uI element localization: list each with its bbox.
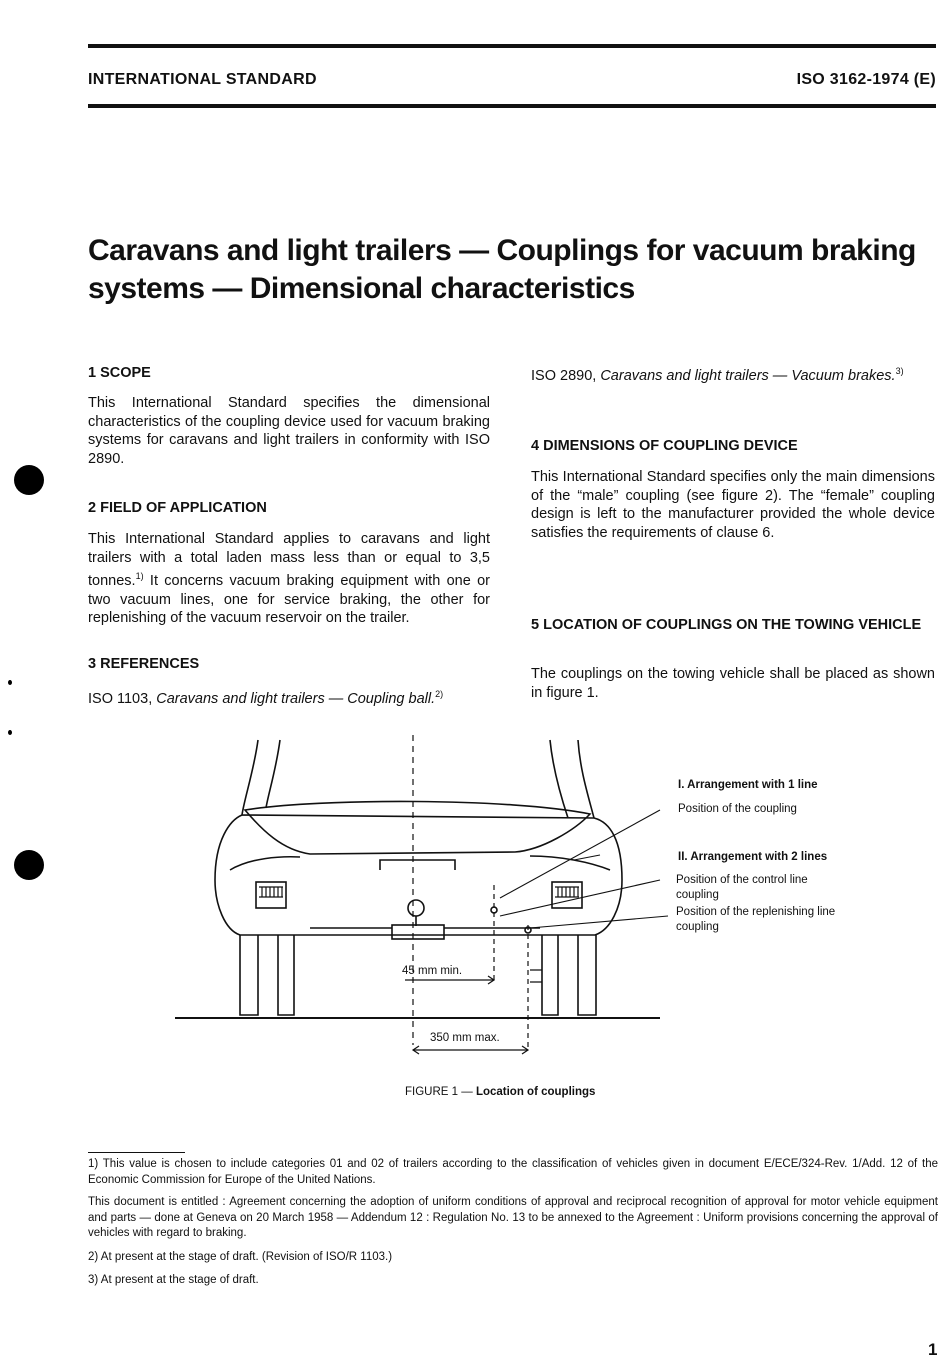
punch-hole-dot — [14, 465, 44, 495]
wheel-right-inner — [542, 935, 558, 1015]
bumper-block — [392, 925, 444, 939]
header-bottom-rule — [88, 104, 936, 108]
tow-ball — [408, 900, 424, 916]
dim-min-text: 45 mm min. — [402, 965, 463, 977]
figure-1-drawing — [170, 730, 670, 1060]
reference-iso-1103 — [88, 685, 490, 708]
leader-replenishing — [530, 916, 668, 928]
figure-caption — [405, 1085, 595, 1100]
section-5-heading: 5 LOCATION OF COUPLINGS ON THE TOWING VEHICLE — [531, 617, 922, 633]
dim-max-text: 350 mm max. — [430, 1032, 500, 1044]
footnote-ref-2: 2) — [435, 689, 444, 699]
light-grille-left — [259, 887, 283, 897]
punch-hole-dot — [14, 850, 44, 880]
header-left: INTERNATIONAL STANDARD — [88, 71, 317, 88]
label-arrangement-2 — [678, 850, 827, 865]
wheel-left-inner — [278, 935, 294, 1015]
label-arrangement-1-text: I. Arrangement with 1 line — [678, 779, 818, 791]
label-control-line: Position of the control line coupling — [676, 874, 808, 901]
plate-bracket — [380, 860, 455, 870]
speck-dot — [8, 730, 12, 735]
hood-edge-right — [550, 740, 568, 818]
reference-title: Caravans and light trailers — Vacuum brakes. — [600, 367, 896, 384]
footnote-1: 1) This value is chosen to include categories 01 and 02 of trailers according to the classification of vehicles given in document E/ECE/324-Rev. 1/Add. 12 of the Economic Commission for Europe of the United Nations. — [88, 1158, 938, 1186]
section-3-heading: 3 REFERENCES — [88, 656, 200, 672]
footnote-ref-3: 3) — [895, 366, 904, 376]
hood-edge-left — [242, 740, 258, 815]
wheel-right-outer — [578, 935, 596, 1015]
reference-title: Caravans and light trailers — Coupling ball. — [156, 690, 436, 707]
footnote-3: 3) At present at the stage of draft. — [88, 1274, 259, 1286]
car-body-outline — [215, 815, 622, 935]
footnote-2: 2) At present at the stage of draft. (Revision of ISO/R 1103.) — [88, 1251, 393, 1263]
reference-number: ISO 2890, — [531, 367, 601, 384]
page-title: Caravans and light trailers — Couplings for vacuum braking systems — Dimensional characteristics — [88, 234, 916, 305]
section-4-heading: 4 DIMENSIONS OF COUPLING DEVICE — [531, 438, 798, 454]
figure-caption-prefix: FIGURE 1 — — [405, 1086, 476, 1098]
footnote-ref-1: 1) — [135, 571, 144, 582]
rear-window — [245, 801, 590, 854]
light-grille-right — [555, 887, 579, 897]
dim-45-ticks — [530, 970, 542, 982]
section-2-body-post: It concerns vacuum braking equipment with one or two vacuum lines, one for service braking, the other for replenishing of the vacuum reservoir on the trailer. — [88, 573, 490, 627]
wheel-left-outer — [240, 935, 258, 1015]
section-5-body: The couplings on the towing vehicle shall be placed as shown in figure 1. — [531, 666, 935, 701]
figure-caption-title: Location of couplings — [475, 1086, 596, 1098]
footnote-1-continued: This document is entitled : Agreement concerning the adoption of uniform conditions of approval and reciprocal recognition of approval for motor vehicle equipment and parts — done at Geneva on 20 March 1958 — Addendum 12 : Regulation No. 13 to be annexed to the Agreement : Uniform provisions concerning the approval of vehicles with regard to braking. — [88, 1196, 938, 1239]
section-2-heading: 2 FIELD OF APPLICATION — [88, 500, 267, 516]
page-number: 1 — [928, 1340, 938, 1359]
section-1-body: This International Standard specifies the dimensional characteristics of the coupling device used for vacuum braking systems for caravans and light trailers in conformity with ISO 2890. — [88, 395, 490, 467]
section-2-body-pre: This International Standard applies to caravans and light trailers with a total laden mass less than or equal to 3,5 tonnes. — [88, 531, 490, 590]
header-right: ISO 3162-1974 (E) — [796, 71, 936, 88]
reference-iso-2890 — [531, 362, 941, 385]
label-arrangement-1 — [678, 778, 818, 793]
label-replenishing-line: Position of the replenishing line coupling — [676, 906, 836, 933]
hood-edge-left-inner — [266, 740, 280, 808]
footnote-rule — [88, 1152, 185, 1153]
reference-number: ISO 1103, — [88, 690, 157, 707]
label-arrangement-2-text: II. Arrangement with 2 lines — [678, 851, 828, 863]
speck-dot — [8, 680, 12, 685]
label-position-coupling: Position of the coupling — [678, 803, 797, 815]
section-2-body — [88, 530, 490, 628]
section-1-heading: 1 SCOPE — [88, 365, 151, 381]
panel-curve-right — [530, 856, 610, 870]
panel-curve-left — [230, 857, 300, 870]
hood-edge-right-outer — [578, 740, 594, 818]
header-top-rule — [88, 44, 936, 48]
section-4-body: This International Standard specifies only the main dimensions of the “male” coupling (see figure 2). The “female” coupling design is left to the manufacturer provided the whole device satisfies the requirements of clause 6. — [531, 469, 935, 541]
